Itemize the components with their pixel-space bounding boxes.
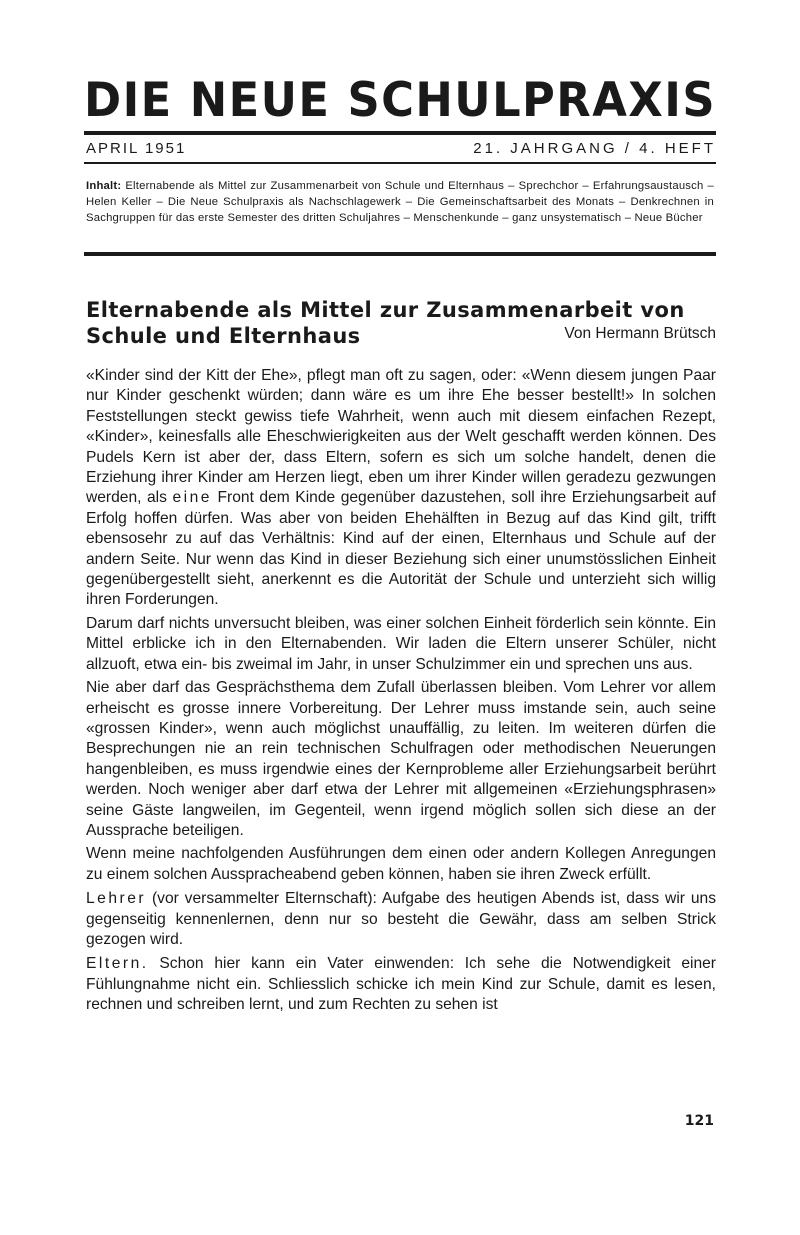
page-number: 121 [684,1113,714,1129]
speaker-teacher: Lehrer [86,890,147,908]
article-title-line2: Schule und Elternhaus [86,324,361,348]
contents-text: Elternabende als Mittel zur Zusammenarbeit von Schule und Elternhaus – Sprechchor – Erfahrungsaustausch – Helen Keller – Die Neue Schulpraxis als Nachschlagewerk – Die Gemeinschaftsarbeit des Monats – Denkrechnen in Sachgruppen für das erste Semester des dritten Schuljahres – Menschenkunde – ganz unsystematisch – Neue Bücher [86,180,714,224]
article-title-line1: Elternabende als Mittel zur Zusammenarbeit von [86,298,685,322]
paragraph-3: Nie aber darf das Gesprächsthema dem Zufall überlassen bleiben. Vom Lehrer vor allem erheischt es grosse innere Vorbereitung. Der Lehrer muss imstande sein, auch seine «grossen Kinder», wenn auch möglichst unauffällig, zu leiten. Im weiteren dürfen die Besprechungen nie an rein technischen Schulfragen oder methodischen Neuerungen hangenbleiben, es muss irgendwie eines der Kernprobleme aller Erziehungsarbeit berührt werden. Noch weniger aber darf etwa der Lehrer mit allgemeinen «Erziehungsphrasen» seine Gäste langweilen, im Gegenteil, wenn irgend möglich sollen sich diese an der Aussprache beteiligen. [86,679,716,839]
contents-label: Inhalt: [86,180,122,192]
paragraph-2: Darum darf nichts unversucht bleiben, was einer solchen Einheit förderlich sein könnte. Ein Mittel erblicke ich in den Elternabenden. Wir laden die Eltern unserer Schüler, nicht allzuoft, etwa ein- bis zweimal im Jahr, in unser Schulzimmer ein und sprechen uns aus. [86,614,716,673]
article-byline: Von Hermann Brütsch [564,325,716,342]
paragraph-1-part-b: Front dem Kinde gegenüber dazustehen, soll ihre Erziehungsarbeit auf Erfolg hoffen dürfen. Was aber von beiden Ehehälften in Bezug auf das Kind gilt, trifft ebensosehr zu auf das Verhältnis: Kind auf der einen, Elternhaus und Schule auf der andern Seite. Nur wenn das Kind in dieser Beziehung sich einer unumstösslichen Einheit gegenübergestellt sieht, anerkennt es die Autorität der Schule und unterzieht sich willig ihren Forderungen. [86,489,716,609]
paragraph-5-text: (vor versammelter Elternschaft): Aufgabe des heutigen Abends ist, dass wir uns gegenseitig kennenlernen, denn nur so besteht die Gewähr, dass am selben Strick gezogen wird. [86,890,716,948]
paragraph-6 [86,954,716,1015]
paragraph-6-text: Schon hier kann ein Vater einwenden: Ich sehe die Notwendigkeit einer Fühlungnahme nicht ein. Schliesslich schicke ich mein Kind zur Schule, damit es lesen, rechnen und schreiben lernt, und zum Rechten zu sehen ist [86,955,716,1014]
article-body [86,366,716,1019]
masthead-title: DIE NEUE SCHULPRAXIS [84,73,716,128]
emphasis-eine: eine [172,489,212,507]
contents-rule [84,252,716,256]
paragraph-1 [86,366,716,611]
dateline-rule [84,162,716,164]
issue-volume: 21. JAHRGANG / 4. HEFT [473,140,716,157]
issue-date: APRIL 1951 [86,140,187,157]
paragraph-4: Wenn meine nachfolgenden Ausführungen dem einen oder andern Kollegen Anregungen zu einem solchen Ausspracheabend geben können, haben sie ihren Zweck erfüllt. [86,845,716,883]
dateline [84,138,716,160]
paragraph-1-part-a: «Kinder sind der Kitt der Ehe», pflegt man oft zu sagen, oder: «Wenn diesem jungen Paar nur Kinder geschenkt würden; dann wäre es um ihre Ehe besser bestellt!» In solchen Feststellungen steckt gewiss tiefe Wahrheit, wenn auch mit diesem einfachen Rezept, «Kinder», keinesfalls alle Eheschwierigkeiten aus der Welt geschafft werden können. Des Pudels Kern ist aber der, dass Eltern, sofern es sich um solche handelt, denen die Erziehung ihrer Kinder am Herzen liegt, eben um ihrer Kinder willen geradezu gezwungen werden, als [86,367,716,507]
paragraph-5 [86,889,716,950]
masthead-rule-top [84,131,716,135]
speaker-parents: Eltern. [86,955,149,973]
table-of-contents [86,178,714,226]
